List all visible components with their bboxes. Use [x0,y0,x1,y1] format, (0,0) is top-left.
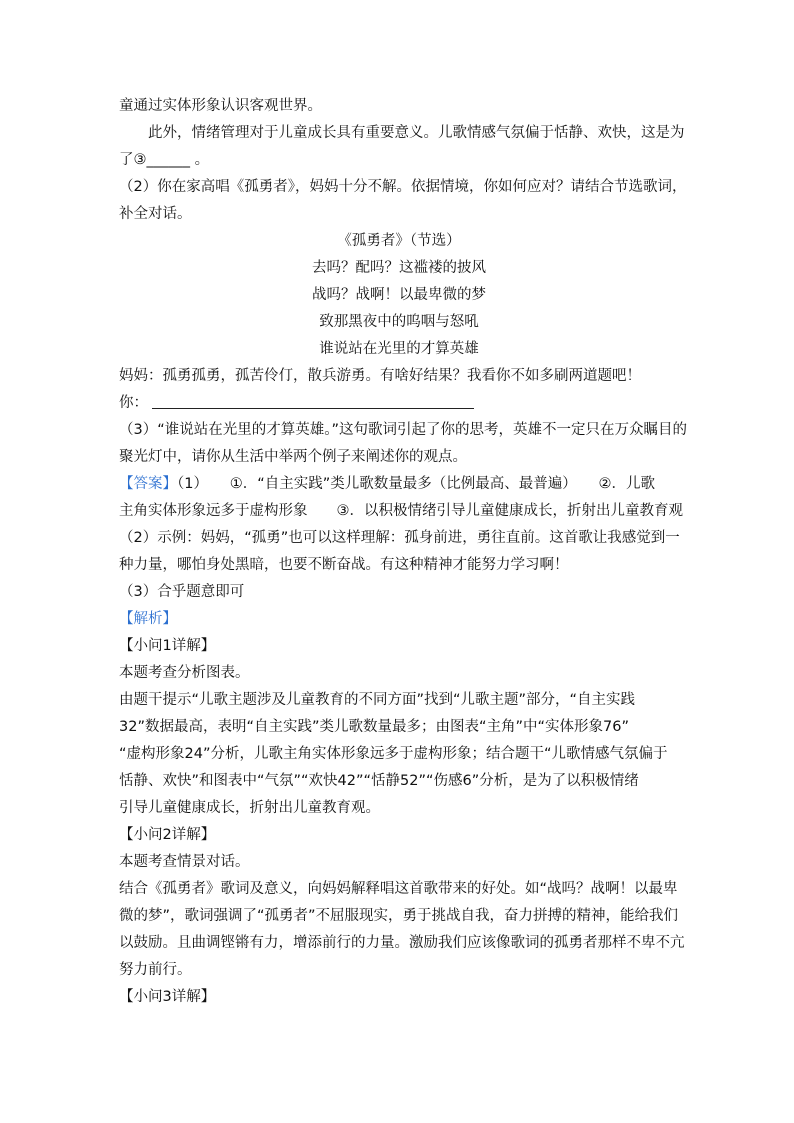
analysis-line: 本题考查分析图表。 [119,665,250,681]
poem-line: 致那黑夜中的呜咽与怒吼 [319,314,479,330]
question-3: （3）“谁说站在光里的才算英雄。”这句歌词引起了你的思考，英雄不一定只在万众瞩目的 [119,422,687,438]
analysis-line: 微的梦”，歌词强调了“孤勇者”不屈服现实，勇于挑战自我，奋力拼搏的精神，能给我们 [119,908,679,924]
text-line: 童通过实体形象认识客观世界。 [119,98,322,114]
analysis-line: 32”数据最高，表明“自主实践”类儿歌数量最多；由图表“主角”中“实体形象76” [119,719,629,735]
poem-line: 去吗？配吗？这褴褛的披风 [312,260,486,276]
text-line: 了③______ 。 [119,152,210,168]
poem-title: 《孤勇者》（节选） [337,233,461,249]
answer-line: 主角实体形象远多于虚构形象 ③．以积极情绪引导儿童健康成长，折射出儿童教育观 [119,503,683,519]
answer-line: 种力量，哪怕身处黑暗，也要不断奋战。有这种精神才能努力学习啊！ [119,557,569,573]
you-label: 你： [119,395,148,411]
analysis-line: 以鼓励。且曲调铿锵有力，增添前行的力量。激励我们应该像歌词的孤勇者那样不卑不亢 [119,935,685,951]
analysis-line: 结合《孤勇者》歌词及意义，向妈妈解释唱这首歌带来的好处。如“战吗？战啊！以最卑 [119,881,678,897]
analysis-line: 恬静、欢快”和图表中“气氛”“欢快42”“恬静52”“伤感6”分析，是为了以积极情绪 [119,773,639,789]
section-heading: 【小问3详解】 [119,989,216,1005]
answer-blank[interactable] [152,394,474,409]
poem-line: 战吗？战啊！以最卑微的梦 [312,287,486,303]
text-line: 此外，情绪管理对于儿童成长具有重要意义。儿歌情感气氛偏于恬静、欢快，这是为 [148,125,685,141]
section-heading: 【小问2详解】 [119,827,216,843]
analysis-tag: 【解析】 [119,611,177,627]
poem-line: 谁说站在光里的才算英雄 [319,341,479,357]
analysis-line: 努力前行。 [119,962,192,978]
you-dialogue [119,393,474,413]
analysis-line: 引导儿童健康成长，折射出儿童教育观。 [119,800,380,816]
answer-line [119,474,655,494]
answer-line: （3）合乎题意即可 [119,584,245,600]
answer-line: （2）示例：妈妈，“孤勇”也可以这样理解：孤身前进，勇往直前。这首歌让我感觉到一 [119,530,680,546]
answer-text: （1） ①．“自主实践”类儿歌数量最多（比例最高、最普遍） ②．儿歌 [177,476,655,492]
text-line: 聚光灯中，请你从生活中举两个例子来阐述你的观点。 [119,449,467,465]
question-2: （2）你在家高唱《孤勇者》，妈妈十分不解。依据情境，你如何应对？请结合节选歌词， [119,179,687,195]
mom-dialogue: 妈妈：孤勇孤勇，孤苦伶仃，散兵游勇。有啥好结果？我看你不如多刷两道题吧！ [119,368,641,384]
text-line: 补全对话。 [119,206,192,222]
answer-tag: 【答案】 [119,476,177,492]
analysis-line: “虚构形象24”分析，儿歌主角实体形象远多于虚构形象；结合题干“儿歌情感气氛偏于 [119,746,668,762]
section-heading: 【小问1详解】 [119,638,216,654]
analysis-line: 本题考查情景对话。 [119,854,250,870]
analysis-line: 由题干提示“儿歌主题涉及儿童教育的不同方面”找到“儿歌主题”部分，“自主实践 [119,692,636,708]
